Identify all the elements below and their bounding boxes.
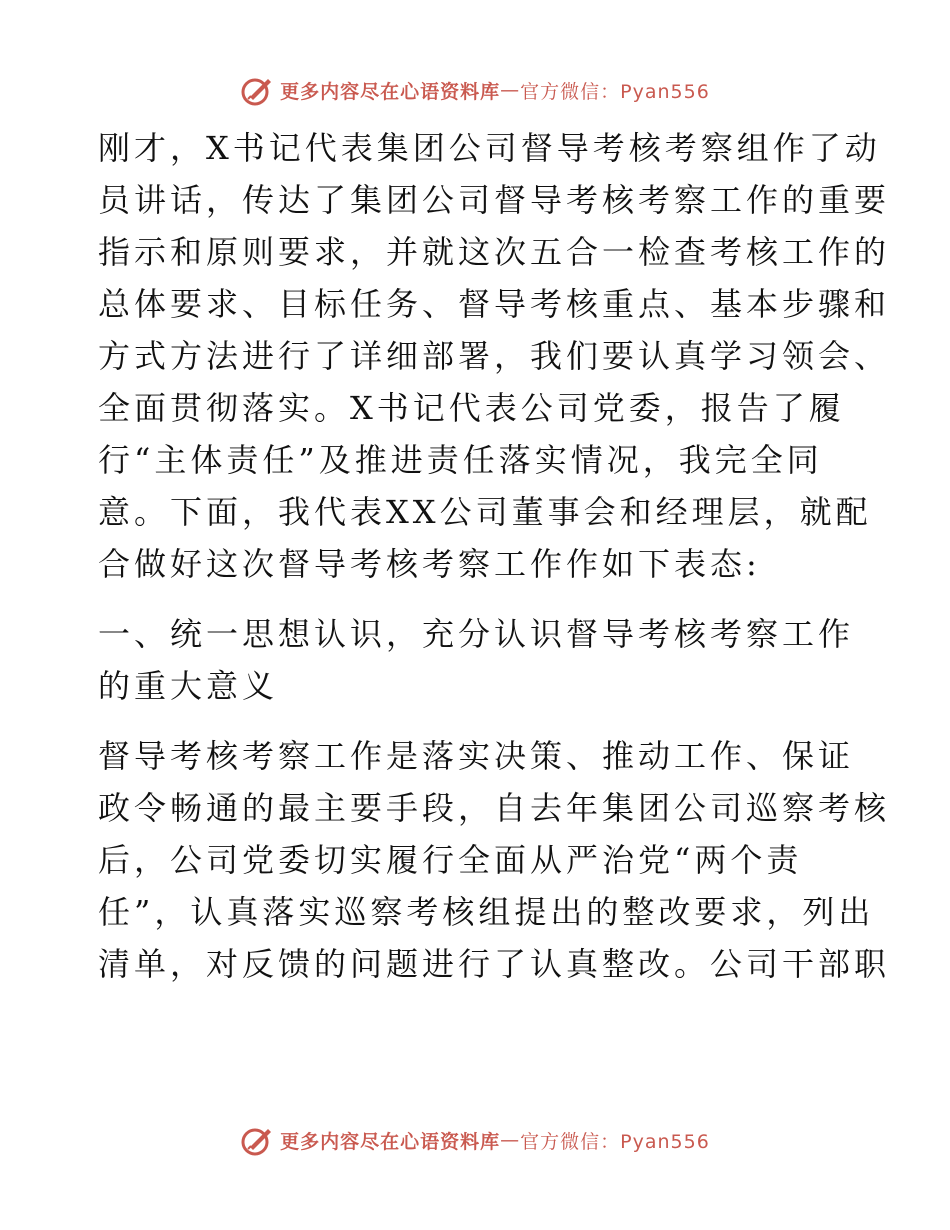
watermark-main-text: 更多内容尽在心语资料库 (280, 80, 501, 103)
text-line: 后，公司党委切实履行全面从严治党“两个责 (98, 841, 803, 879)
heading-line: 的重大意义 (98, 667, 279, 705)
text-line: 意。下面，我代表XX公司董事会和经理层，就配 (98, 493, 872, 531)
quill-circle-icon (240, 73, 274, 107)
text-line: 全面贯彻落实。X书记代表公司党委，报告了履 (98, 389, 845, 427)
text-line: 行“主体责任”及推进责任落实情况，我完全同 (98, 441, 823, 479)
paragraph-section-1 (98, 730, 891, 990)
watermark-separator: — (500, 1129, 521, 1151)
watermark-main-text: 更多内容尽在心语资料库 (280, 1130, 501, 1153)
text-line: 督导考核考察工作是落实决策、推动工作、保证 (98, 737, 855, 775)
text-line: 总体要求、目标任务、督导考核重点、基本步骤和 (98, 285, 891, 323)
paragraph-opening (98, 122, 891, 590)
text-line: 任”，认真落实巡察考核组提出的整改要求，列出 (98, 893, 875, 931)
section-heading-1 (98, 608, 858, 712)
watermark-header (0, 70, 950, 110)
text-line: 清单，对反馈的问题进行了认真整改。公司干部职 (98, 945, 891, 983)
heading-line: 一、统一思想认识，充分认识督导考核考察工作 (98, 615, 855, 653)
document-body (98, 122, 891, 996)
text-line: 合做好这次督导考核考察工作作如下表态: (98, 545, 761, 583)
quill-circle-icon (240, 1123, 274, 1157)
text-line: 刚才，X书记代表集团公司督导考核考察组作了动 (98, 129, 881, 167)
text-line: 员讲话，传达了集团公司督导考核考察工作的重要 (98, 181, 891, 219)
text-line: 指示和原则要求，并就这次五合一检查考核工作的 (98, 233, 891, 271)
text-line: 政令畅通的最主要手段，自去年集团公司巡察考核 (98, 789, 891, 827)
watermark-wechat-text: 官方微信：Pyan556 (520, 1130, 710, 1153)
text-line: 方式方法进行了详细部署，我们要认真学习领会、 (98, 337, 891, 375)
watermark-separator: — (500, 79, 521, 101)
watermark-footer (0, 1120, 950, 1160)
watermark-wechat-text: 官方微信：Pyan556 (520, 80, 710, 103)
